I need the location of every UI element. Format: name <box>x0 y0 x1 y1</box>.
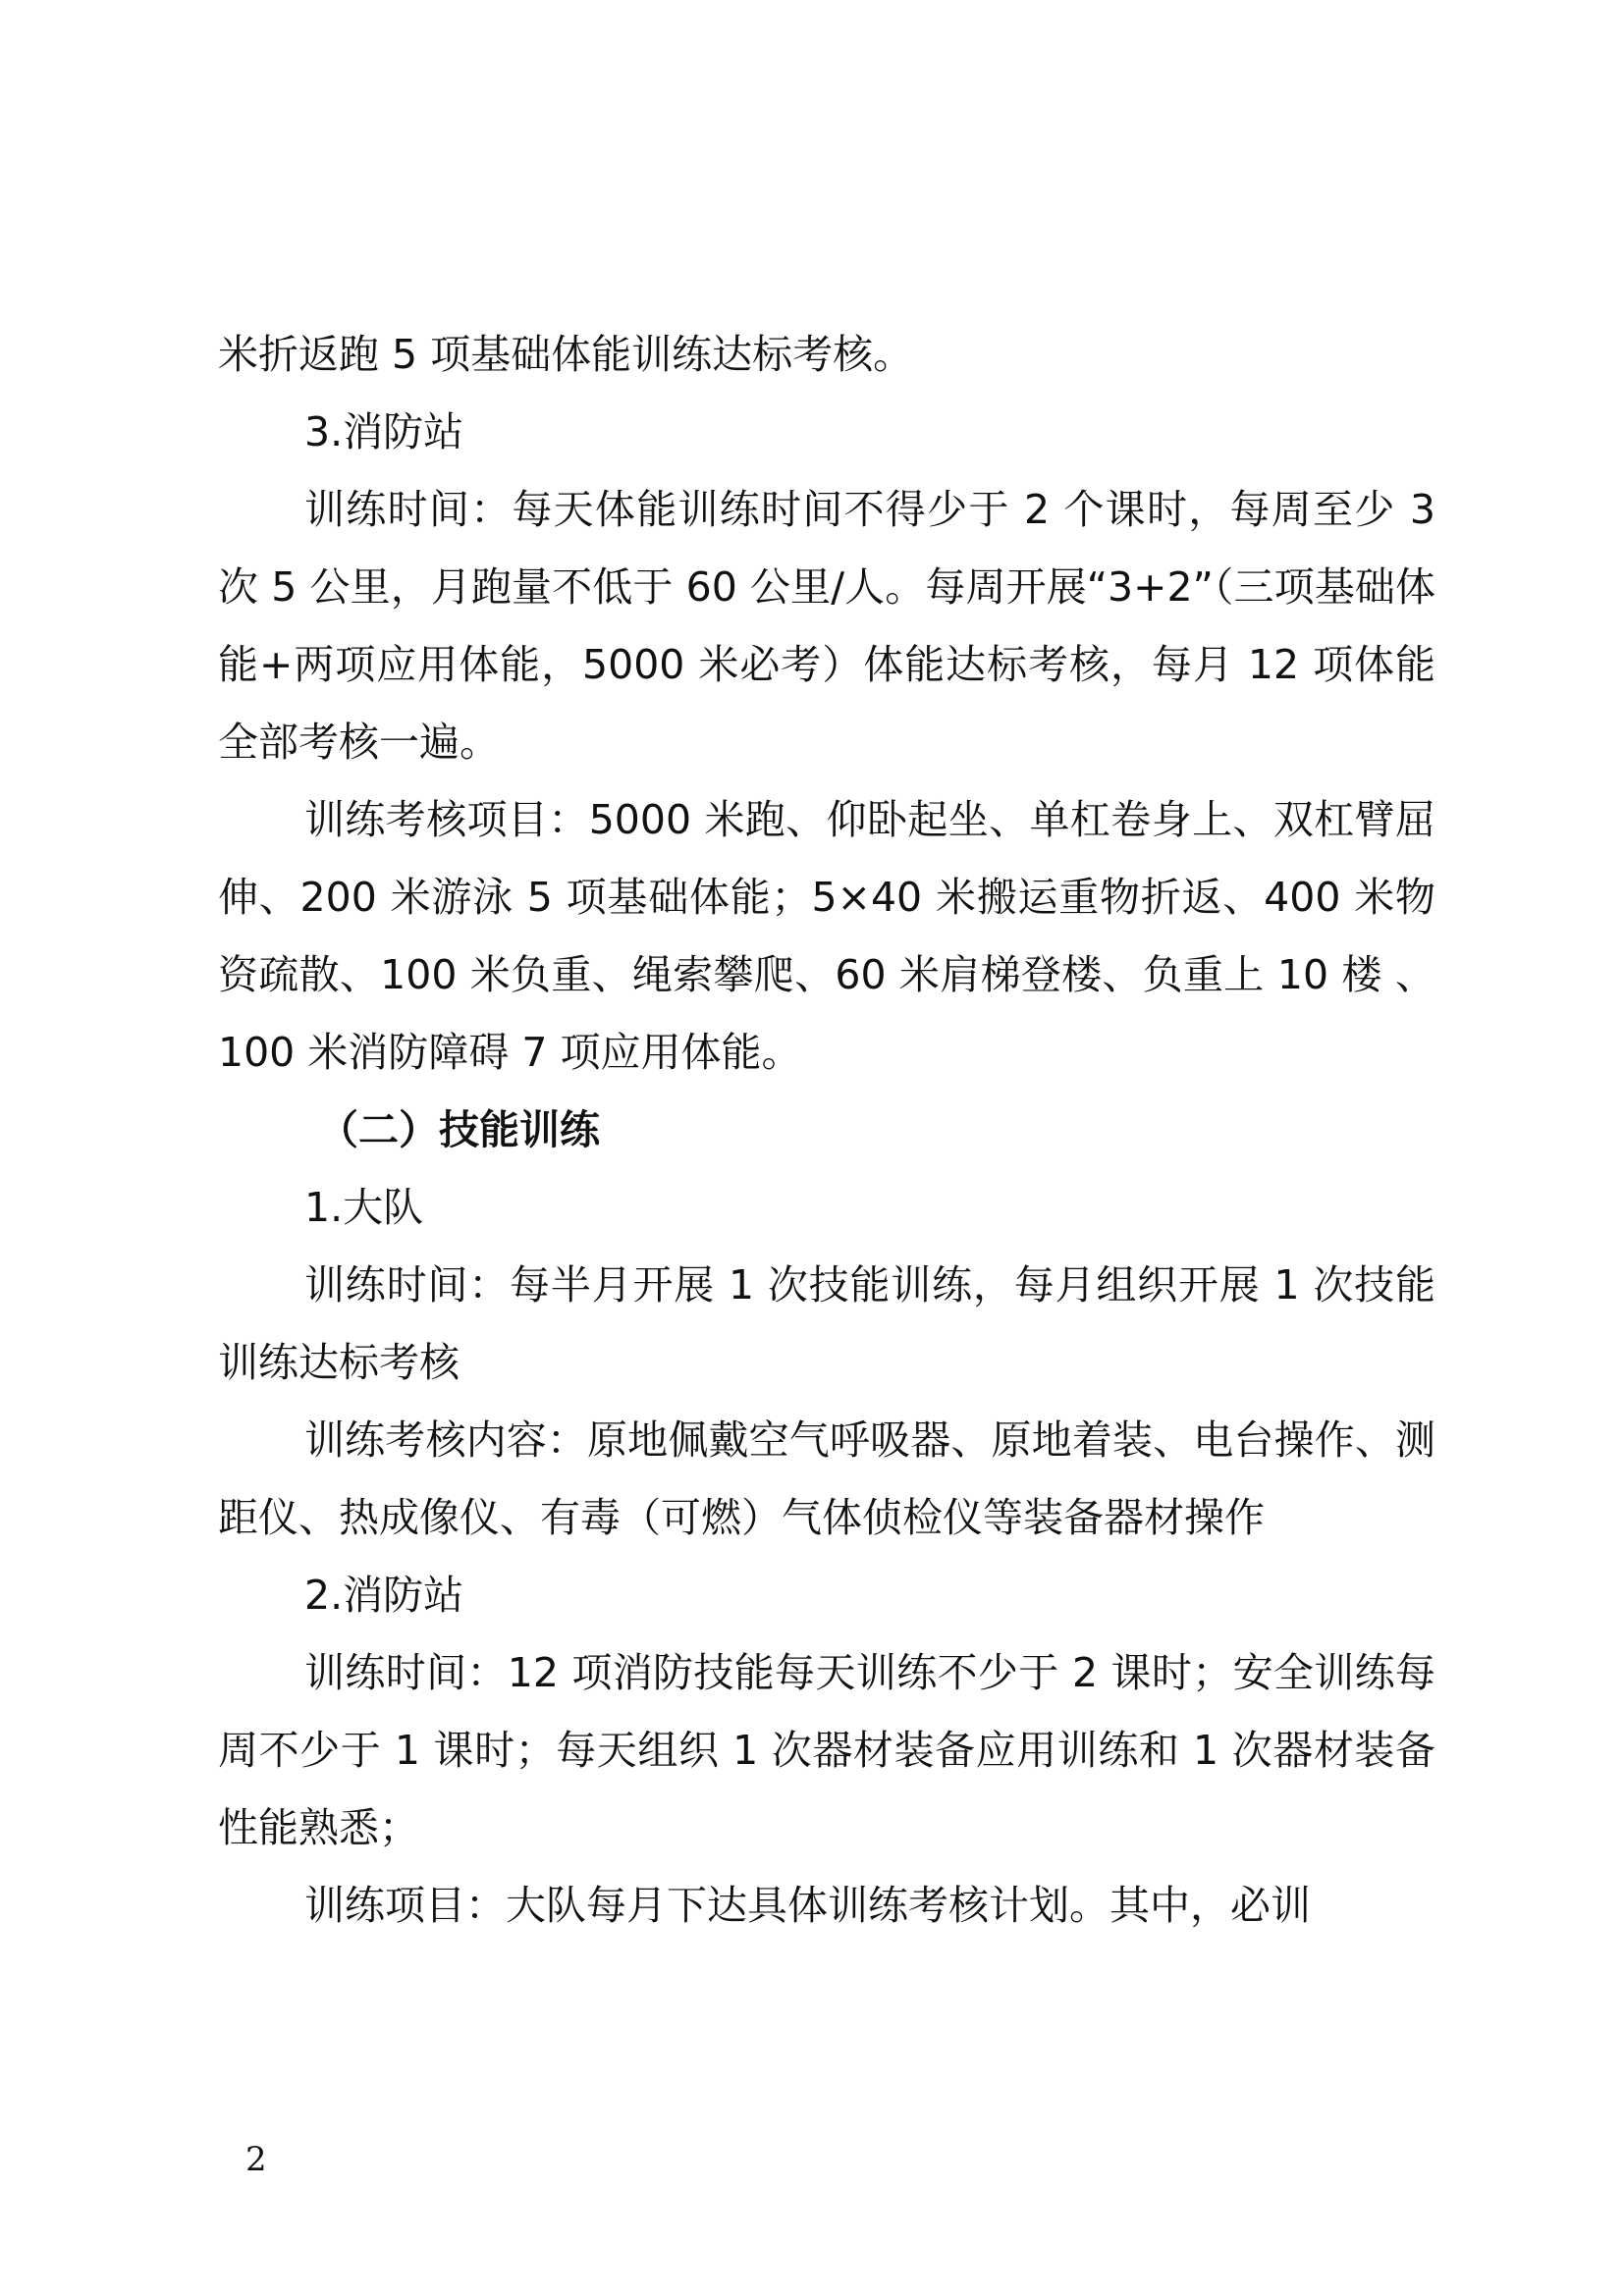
section-heading-skill-training: （二）技能训练 <box>318 1106 600 1153</box>
page-number: 2 <box>245 2140 267 2179</box>
paragraph-continuation: 米折返跑 5 项基础体能训练达标考核。 <box>218 331 914 378</box>
paragraph-assessment-items-physical: 训练考核项目：5000 米跑、仰卧起坐、单杠卷身上、双杠臂屈伸、200 米游泳 5 项基础体能；5×40 米搬运重物折返、400 米物资疏散、100 米负重、绳索攀爬、60 米肩梯登楼、负重上 10 楼 、100 米消防障碍 7 项应用体能。 <box>218 796 1435 1076</box>
paragraph-training-time-physical: 训练时间：每天体能训练时间不得少于 2 个课时，每周至少 3 次 5 公里，月跑量不低于 60 公里/人。每周开展“3+2”（三项基础体能+两项应用体能，5000 米必考）体能达标考核，每月 12 项体能全部考核一遍。 <box>218 486 1435 766</box>
paragraph-training-items-station: 训练项目：大队每月下达具体训练考核计划。其中，必训 <box>304 1882 1311 1929</box>
paragraph-training-time-station: 训练时间：12 项消防技能每天训练不少于 2 课时；安全训练每周不少于 1 课时；每天组织 1 次器材装备应用训练和 1 次器材装备性能熟悉； <box>218 1649 1435 1851</box>
paragraph-assessment-content-brigade: 训练考核内容：原地佩戴空气呼吸器、原地着装、电台操作、测距仪、热成像仪、有毒（可燃）气体侦检仪等装备器材操作 <box>218 1416 1435 1541</box>
subheading-fire-station-physical: 3.消防站 <box>304 408 464 455</box>
paragraph-training-time-brigade: 训练时间：每半月开展 1 次技能训练，每月组织开展 1 次技能训练达标考核 <box>218 1261 1435 1386</box>
subheading-fire-station-skill: 2.消防站 <box>304 1572 464 1619</box>
subheading-brigade: 1.大队 <box>304 1184 424 1231</box>
body-text <box>218 316 1435 1945</box>
